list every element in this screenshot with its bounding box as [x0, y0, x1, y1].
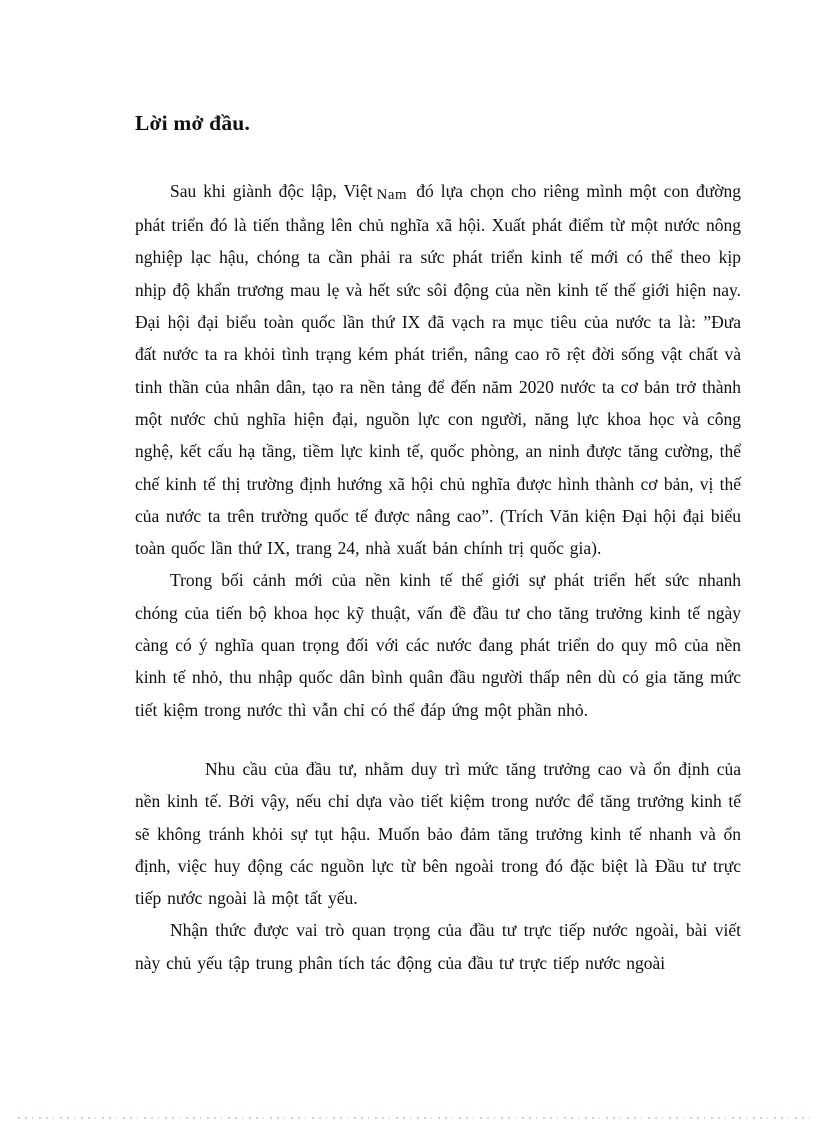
paragraph-intro-text-before: Sau khi giành độc lập, Việt	[170, 180, 373, 201]
paragraph-conclusion: Nhận thức được vai trò quan trọng của đầu tư trực tiếp nước ngoài, bài viết này chủ yếu tập trung phân tích tác động của đầu tư trực tiếp nước ngoài	[135, 920, 741, 973]
paragraph-intro-text-after: đó lựa chọn cho riêng mình một con đường phát triển đó là tiến thẳng lên chủ nghĩa xã hội. Xuất phát điểm từ một nước nông nghiệp lạc hậu, chóng ta cần phải ra sức phát triển kinh tế mới có thể theo kịp nhịp độ khẩn trương mau lẹ và hết sức sôi động của nền kinh tế thế giới hiện nay. Đại hội đại biểu toàn quốc lần thứ IX đã vạch ra mục tiêu của nước ta là: ”Đưa đất nước ta ra khỏi tình trạng kém phát triển, nâng cao rõ rệt đời sống vật chất và tinh thần của nhân dân, tạo ra nền tảng để đến năm 2020 nước ta cơ bản trở thành một nước chủ nghĩa hiện đại, nguồn lực con người, năng lực khoa học và công nghệ, kết cấu hạ tầng, tiềm lực kinh tế, quốc phòng, an ninh được tăng cường, thể chế kinh tế thị trường định hướng xã hội chủ nghĩa được hình thành cơ bản, vị thế của nước ta trên trường quốc tế được nâng cao”. (Trích Văn kiện Đại hội đại biểu toàn quốc lần thứ IX, trang 24, nhà xuất bản chính trị quốc gia).	[135, 180, 742, 559]
paragraph-investment-need: Nhu cầu của đầu tư, nhằm duy trì mức tăng trưởng cao và ổn định của nền kinh tế. Bởi vậy, nếu chỉ dựa vào tiết kiệm trong nước để tăng trưởng kinh tế sẽ không tránh khỏi sự tụt hậu. Muốn bảo đảm tăng trưởng kinh tế nhanh và ổn định, việc huy động các nguồn lực từ bên ngoài trong đó đặc biệt là Đầu tư trực tiếp nước ngoài là một tất yếu.	[135, 758, 741, 909]
page-bottom-dotted-line	[18, 1117, 812, 1119]
document-content	[135, 110, 741, 979]
nam-alt-font-word: Nam	[376, 186, 408, 203]
paragraph-intro	[135, 175, 741, 565]
paragraph-context: Trong bối cảnh mới của nền kinh tế thế giới sự phát triển hết sức nhanh chóng của tiến bộ khoa học kỹ thuật, vấn đề đầu tư cho tăng trưởng kinh tế ngày càng có ý nghĩa quan trọng đối với các nước đang phát triển do quy mô của nền kinh tế nhỏ, thu nhập quốc dân bình quân đầu người thấp nên dù có gia tăng mức tiết kiệm trong nước thì vẫn chỉ có thể đáp ứng một phần nhỏ.	[135, 570, 741, 720]
document-title: Lời mở đầu.	[135, 111, 251, 135]
